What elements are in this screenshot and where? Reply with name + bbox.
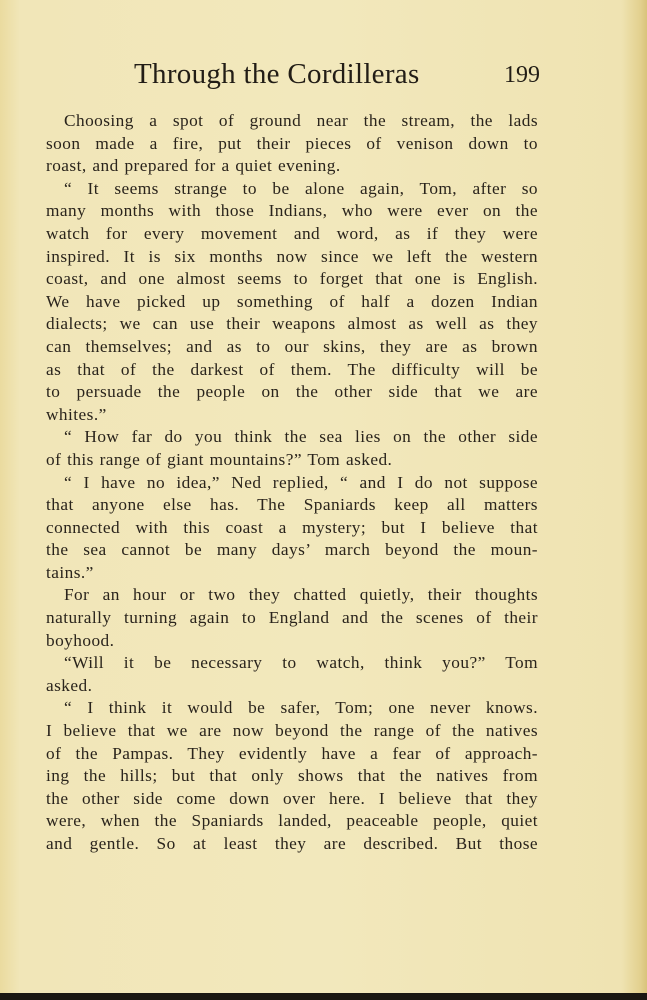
text-line: and gentle. So at least they are described. But those [46, 834, 538, 853]
text-line: asked. [46, 675, 93, 695]
paragraph [46, 178, 538, 427]
text-line: ing the hills; but that only shows that the natives from [46, 766, 538, 786]
text-line: boyhood. [46, 630, 115, 650]
text-line: soon made a fire, put their pieces of venison down to [46, 133, 538, 153]
text-line: “ It seems strange to be alone again, Tom, after so [64, 178, 538, 198]
text-line: We have picked up something of half a dozen Indian [46, 291, 538, 311]
text-line: “ How far do you think the sea lies on the other side [64, 427, 538, 447]
text-line: of this range of giant mountains?” Tom asked. [46, 449, 393, 469]
text-line: that anyone else has. The Spaniards keep all matters [46, 495, 538, 515]
text-line: the sea cannot be many days’ march beyond the moun- [46, 540, 538, 560]
paragraph [46, 697, 538, 855]
text-line: coast, and one almost seems to forget that one is English. [46, 269, 538, 289]
text-line: roast, and prepared for a quiet evening. [46, 156, 341, 176]
text-line: the other side come down over here. I believe that they [46, 788, 538, 808]
text-line: many months with those Indians, who were ever on the [46, 201, 538, 221]
paragraph [46, 472, 538, 585]
text-line: inspired. It is six months now since we left the western [46, 246, 538, 266]
running-header [46, 58, 540, 94]
scan-edge [0, 993, 647, 1000]
text-line: of the Pampas. They evidently have a fear of approach- [46, 743, 538, 763]
text-line: tains.” [46, 562, 94, 582]
paragraph [46, 426, 538, 471]
text-line: Choosing a spot of ground near the stream, the lads [64, 111, 538, 130]
text-line: watch for every movement and word, as if they were [46, 223, 538, 243]
paragraph [46, 584, 538, 652]
text-line: For an hour or two they chatted quietly, their thoughts [64, 585, 538, 605]
page-body-text [46, 110, 538, 856]
text-line: I believe that we are now beyond the range of the natives [46, 721, 538, 741]
text-line: to persuade the people on the other side that we are [46, 382, 538, 402]
text-line: whites.” [46, 404, 107, 424]
text-line: dialects; we can use their weapons almost as well as they [46, 314, 538, 334]
paragraph [46, 110, 538, 178]
text-line: can themselves; and as to our skins, they are as brown [46, 336, 538, 356]
text-line: connected with this coast a mystery; but I believe that [46, 517, 538, 537]
text-line: naturally turning again to England and the scenes of their [46, 608, 538, 628]
paragraph [46, 652, 538, 697]
text-line: as that of the darkest of them. The difficulty will be [46, 359, 538, 379]
page-number: 199 [504, 62, 540, 88]
running-title: Through the Cordilleras [134, 58, 420, 90]
text-line: “Will it be necessary to watch, think you?” Tom [64, 653, 538, 673]
text-line: were, when the Spaniards landed, peaceable people, quiet [46, 811, 538, 831]
text-line: “ I think it would be safer, Tom; one never knows. [64, 698, 538, 718]
text-line: “ I have no idea,” Ned replied, “ and I do not suppose [64, 472, 538, 492]
